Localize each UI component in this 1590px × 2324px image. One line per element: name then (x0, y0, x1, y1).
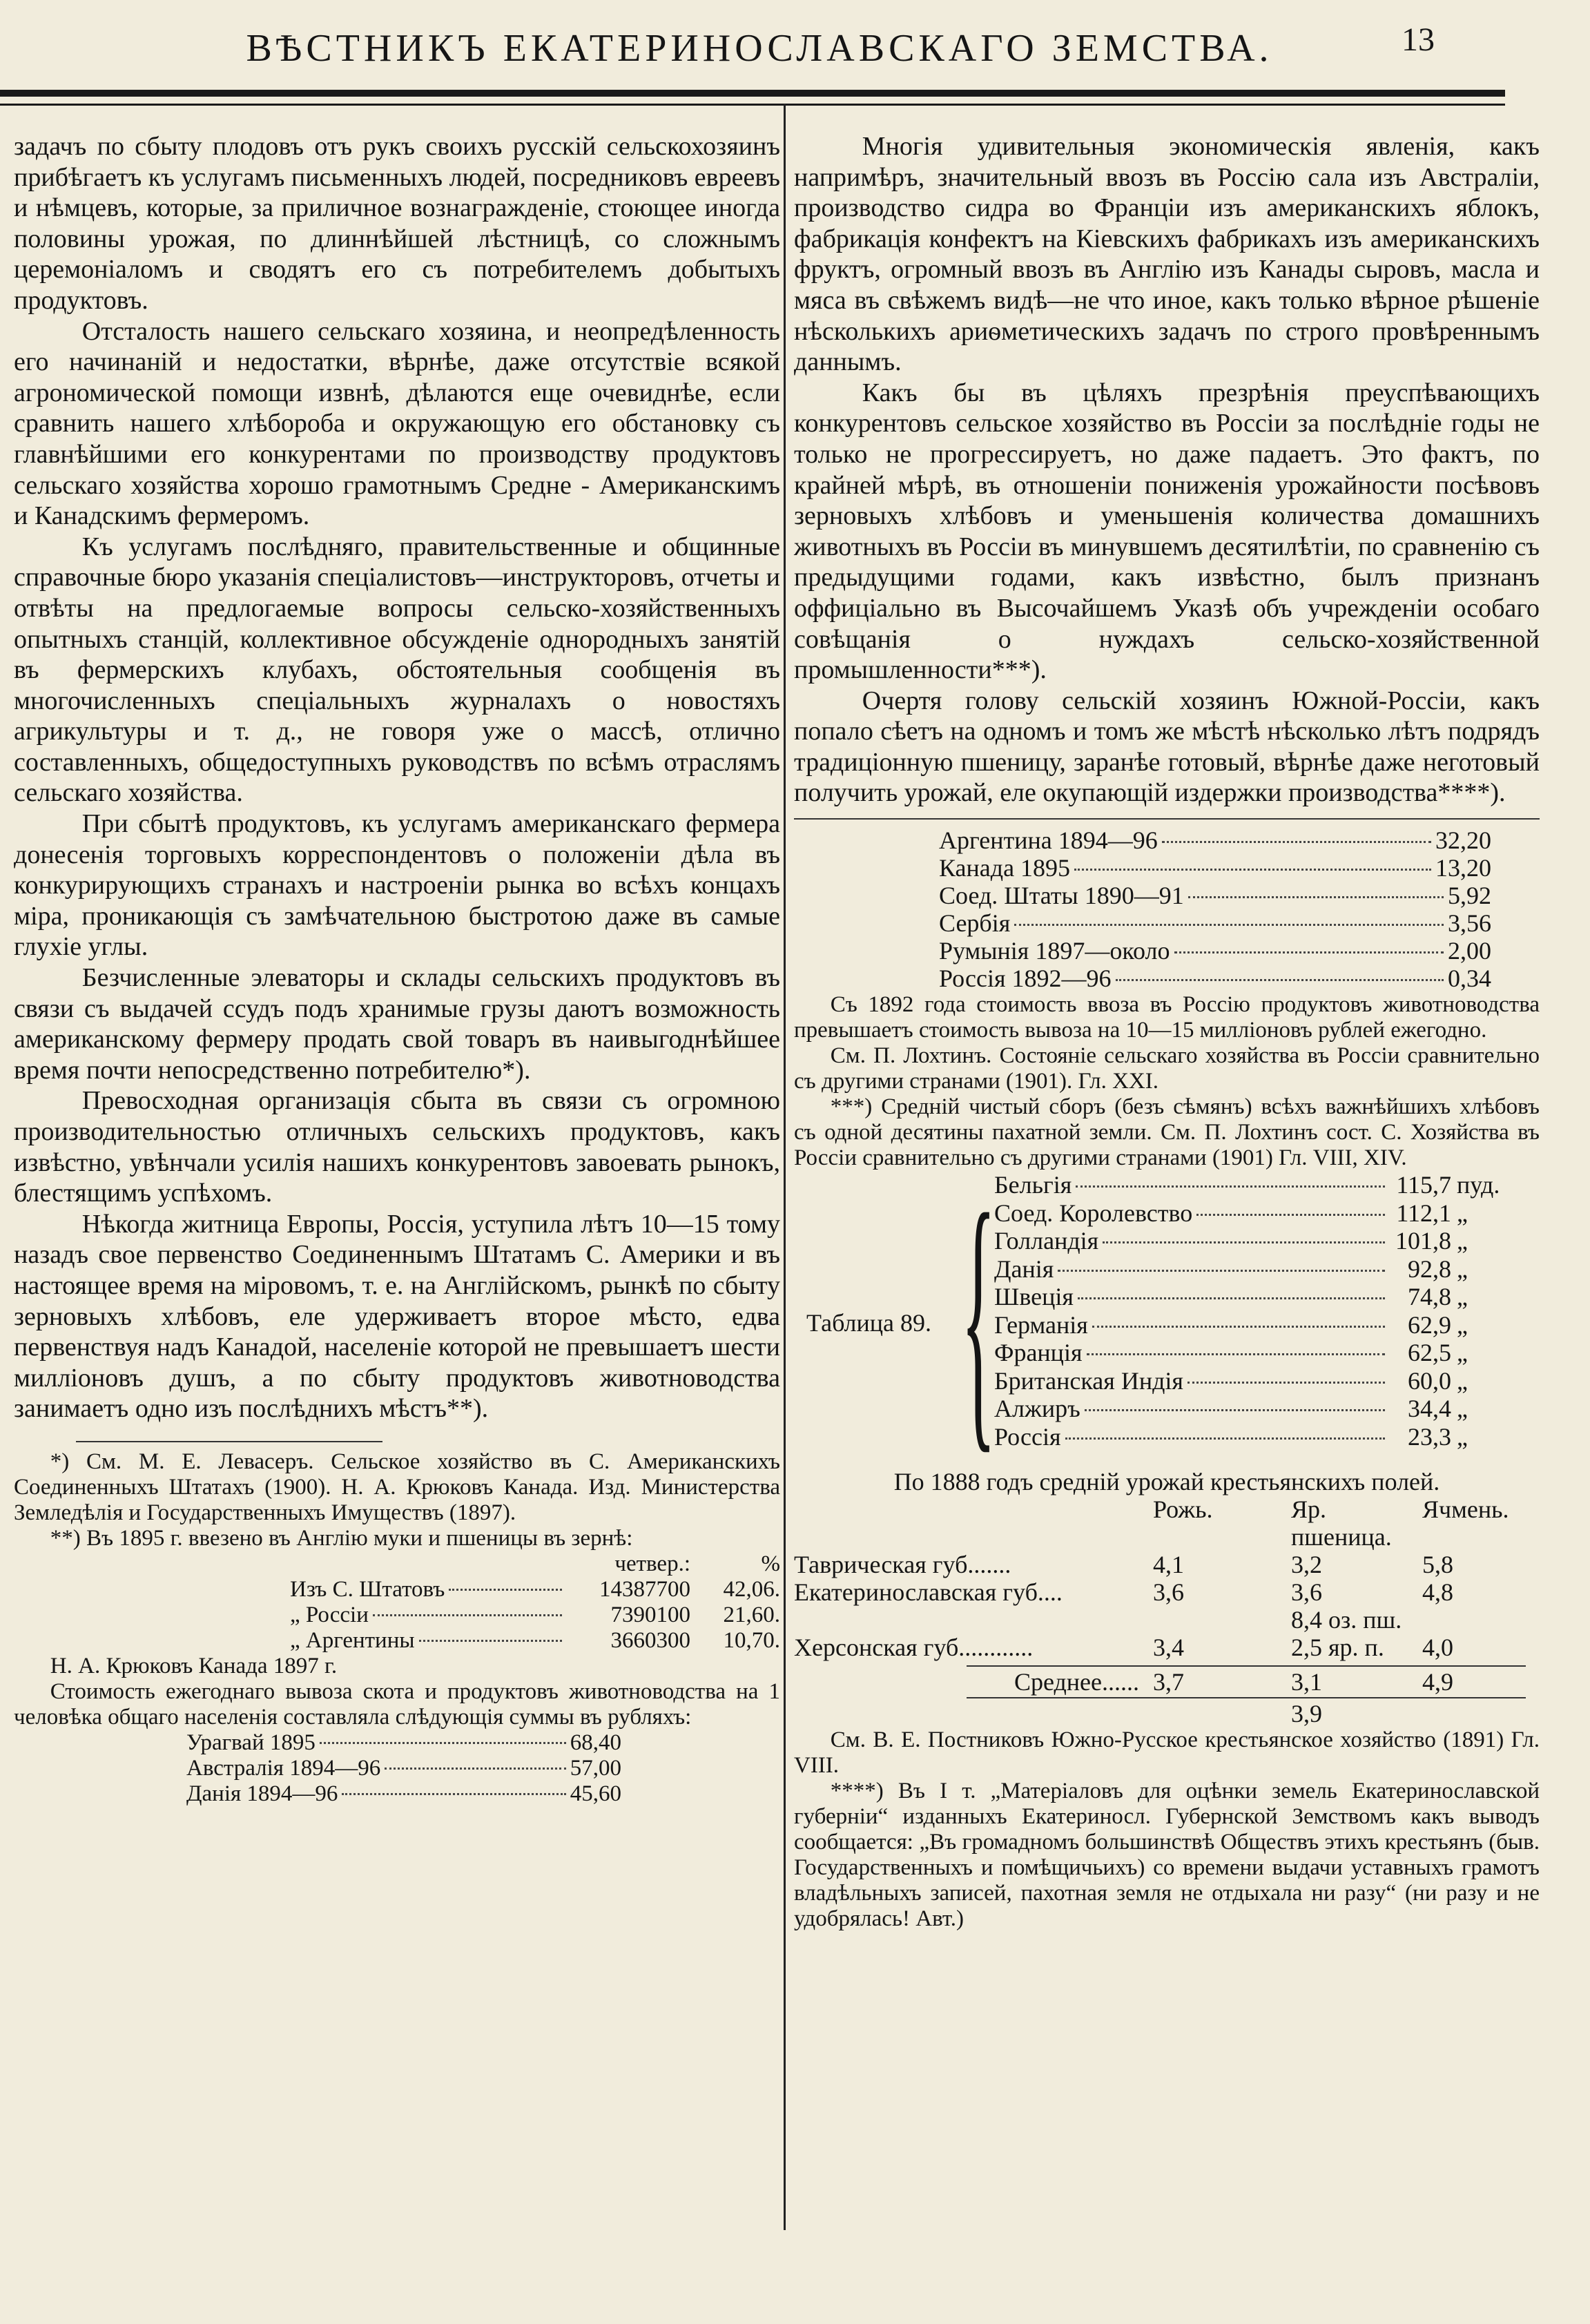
footnote-separator (76, 1441, 382, 1442)
paragraph: Превосходная организація сбыта въ связи съ огромною производительностью отличныхъ сельскихъ продуктовъ, какъ извѣстно, увѣнчали усилія нашихъ конкурентовъ завоевать рынокъ, блестящимъ успѣхомъ. (14, 1086, 780, 1208)
table-row (994, 1367, 1519, 1395)
table-row (14, 1602, 780, 1628)
leader-dots (1014, 924, 1444, 926)
footnotes-left (14, 1449, 780, 1807)
leader-dots (1196, 1214, 1385, 1216)
row-label: Аргентина 1894—96 (939, 826, 1158, 855)
footnotes-right (794, 826, 1540, 1932)
paragraph: задачъ по сбыту плодовъ отъ рукъ своихъ русскій сельскохозяинъ прибѣгаетъ къ услугамъ письменныхъ людей, посредниковъ евреевъ и нѣмцевъ, которые, за приличное вознагражденіе, стоющее иногда половины урожая, по длиннѣйшей лѣстницѣ, со сложнымъ церемоніаломъ и сводятъ его съ потребителемъ добытыхъ продуктовъ. (14, 132, 780, 315)
row-label: Австралія 1894—96 (186, 1755, 381, 1781)
row-wheat: 2,5 яр. п. (1291, 1634, 1384, 1662)
row-label: Бельгія (994, 1171, 1072, 1199)
row-value: 2,00 (1448, 937, 1491, 965)
paragraph: Отсталость нашего сельскаго хозяина, и неопредѣленность его начинаній и недостатки, вѣрнѣе, даже отсутствіе всякой агрономической помощи извнѣ, дѣлаются еще очевиднѣе, если сравнить нашего хлѣборобa и окружающую его обстановку съ главнѣйшими его конкурентами по производству продуктовъ сельскаго хозяйства хорошо грамотнымъ Средне - Американскимъ и Канадскимъ фермеромъ. (14, 316, 780, 531)
avg-barley: 4,9 (1422, 1668, 1453, 1696)
yield-table (794, 1468, 1540, 1727)
livestock-table-continued (794, 826, 1540, 992)
row-value: 101,8 (1395, 1227, 1451, 1255)
footnote: *) См. М. Е. Левасеръ. Сельское хозяйство въ С. Американскихъ Соединенныхъ Штатахъ (1900). Н. А. Крюковъ Канада. Изд. Министерства Земледѣлія и Государственныхъ Имуществъ (1897). (14, 1449, 780, 1525)
leader-dots (1092, 1326, 1385, 1328)
row-value: 62,9 (1408, 1310, 1451, 1339)
table-row (794, 1606, 1540, 1634)
imports-header-qty: четвер.: (614, 1551, 690, 1576)
footnote: См. П. Лохтинъ. Состояніе сельскаго хозяйства въ Россіи сравнительно съ другими странами (1901). Гл. XXI. (794, 1043, 1540, 1094)
col-header-wheat: Яр. пшеница. (1291, 1495, 1392, 1551)
row-label (794, 1606, 1153, 1634)
row-value: 74,8 (1408, 1283, 1451, 1311)
paragraph: Къ услугамъ послѣдняго, правительственные и общинные справочные бюро указанія спеціалистовъ—инструкторовъ, отчеты и отвѣты на предлогаемые вопросы сельско-хозяйственныхъ опытныхъ станцій, коллективное обсужденіе однородныхъ занятій въ фермерскихъ клубахъ, обстоятельныя сообщенія въ многочисленныхъ спеціальныхъ журналахъ о новостяхъ агрикультуры и т. д., не говоря уже о массѣ, отлично составленныхъ, общедоступныхъ руководствъ по всѣмъ отраслямъ сельскаго хозяйства. (14, 532, 780, 808)
table-row (994, 1255, 1519, 1284)
leader-dots (1087, 1353, 1385, 1355)
row-ditto: „ (1457, 1310, 1468, 1339)
right-column (794, 131, 1540, 1932)
table-row (794, 1551, 1540, 1578)
sum-rule (967, 1697, 1526, 1698)
table-row (994, 1423, 1519, 1451)
row-rye: 4,1 (1153, 1551, 1184, 1579)
table-caption: Таблица 89. (806, 1309, 931, 1337)
row-label: Франція (994, 1339, 1083, 1367)
row-qty: 14387700 (599, 1576, 690, 1602)
leader-dots (373, 1614, 562, 1616)
yield-header (794, 1495, 1540, 1551)
sum-rule (967, 1665, 1526, 1667)
imports-header-pct: % (761, 1551, 780, 1576)
leader-dots (1188, 896, 1444, 898)
table-row (794, 826, 1540, 854)
row-rye: 3,4 (1153, 1634, 1184, 1662)
avg-label: Среднее...... (1014, 1668, 1139, 1696)
table-row (794, 909, 1540, 937)
paragraph: Очертя голову сельскій хозяинъ Южной-Россіи, какъ попало сѣетъ на одномъ и томъ же мѣстѣ нѣсколько лѣтъ подрядъ традиціонную пшеницу, заранѣе готовый, вѣрнѣе даже неготовый получить урожай, еле окупающій издержки производства****). (794, 686, 1540, 808)
imports-table (14, 1551, 780, 1654)
row-label: Данія 1894—96 (186, 1781, 338, 1806)
table-row (794, 854, 1540, 882)
left-column (14, 131, 780, 1807)
leader-dots (419, 1640, 562, 1642)
yield-title: По 1888 годъ средній урожай крестьянскихъ полей. (893, 1468, 1440, 1496)
table-89-rows (994, 1171, 1519, 1451)
row-label: Швеція (994, 1283, 1074, 1311)
row-ditto: „ (1457, 1255, 1468, 1283)
row-label: Таврическая губ....... (794, 1551, 1011, 1579)
table-row (994, 1311, 1519, 1339)
paragraph: Какъ бы въ цѣляхъ презрѣнія преуспѣвающихъ конкурентовъ сельское хозяйство въ Россіи за послѣдніе годы не только не прогрессируетъ, но даже падаетъ. Это фактъ, по крайней мѣрѣ, въ отношеніи пониженія урожайности посѣвовъ зерновыхъ хлѣбовъ и уменьшенія количества домашнихъ животныхъ въ Россіи въ минувшемъ десятилѣтіи, по сравненію съ предыдущими годами, какъ извѣстно, былъ признанъ оффиціально въ Высочайшемъ Указѣ объ учрежденіи особаго совѣщанія о нуждахъ сельско-хозяйственной промышленности***). (794, 378, 1540, 685)
footnote: См. В. Е. Постниковъ Южно-Русское крестьянское хозяйство (1891) Гл. VIII. (794, 1727, 1540, 1779)
row-value: 115,7 (1396, 1171, 1451, 1199)
row-label: Данія (994, 1255, 1054, 1283)
row-label: „ Аргентины (290, 1627, 415, 1653)
row-label: Соед. Штаты 1890—91 (939, 882, 1184, 910)
row-ditto: „ (1457, 1339, 1468, 1367)
row-qty: 3660300 (610, 1627, 690, 1653)
row-value: 5,92 (1448, 882, 1491, 910)
row-value: 3,56 (1448, 909, 1491, 938)
row-value: 0,34 (1448, 965, 1491, 993)
paragraph: При сбытѣ продуктовъ, къ услугамъ американскаго фермера донесенія торговыхъ корреспондентовъ о положеніи дѣла въ конкурирующихъ странахъ и настроеніи рынка во всѣхъ концахъ міра, проникающія съ замѣчательною быстротою даже въ самые глухіе углы. (14, 809, 780, 962)
col-header-barley: Ячмень. (1422, 1495, 1509, 1524)
imports-header (14, 1551, 780, 1577)
footnote-source: Н. А. Крюковъ Канада 1897 г. (50, 1653, 338, 1678)
row-value: 57,00 (570, 1755, 621, 1781)
row-label: Британская Индія (994, 1366, 1183, 1395)
row-label: Россія 1892—96 (939, 965, 1112, 993)
row-value: 13,20 (1435, 854, 1491, 882)
avg-wheat: 3,1 (1291, 1668, 1322, 1696)
row-label: Алжиръ (994, 1395, 1080, 1423)
row-value: 92,8 (1408, 1255, 1451, 1283)
row-wheat: 8,4 оз. пш. (1291, 1606, 1402, 1634)
table-89 (794, 1155, 1540, 1477)
leader-dots (1103, 1241, 1385, 1243)
paragraph: Многія удивительныя экономическія явленія, какъ напримѣръ, значительный ввозъ въ Россію сала изъ Австраліи, производство сидра во Франціи изъ американскихъ яблокъ, фабрикація конфектъ на Кіевскихъ фабрикахъ изъ американскихъ фруктъ, огромный ввозъ въ Англію изъ Канады сыровъ, масла и мяса въ свѣжемъ видѣ—не что иное, какъ только вѣрное рѣшеніе нѣсколькихъ ариѳметическихъ задачъ по строго провѣреннымъ даннымъ. (794, 132, 1540, 377)
row-label: Изъ С. Штатовъ (290, 1576, 445, 1602)
leader-dots (1078, 1297, 1385, 1299)
table-row (14, 1730, 780, 1756)
col-header-rye: Рожь. (1153, 1495, 1213, 1524)
row-ditto: „ (1457, 1227, 1468, 1255)
table-row (994, 1171, 1519, 1199)
column-divider (784, 104, 786, 2230)
table-row (794, 937, 1540, 965)
footnote: ***) Средній чистый сборъ (безъ сѣмянъ) всѣхъ важнѣйшихъ хлѣбовъ съ одной десятины пахатной земли. См. П. Лохтинъ сост. С. Хозяйства въ Россіи сравнительно съ другими странами (1901) Гл. VIII, XIV. (794, 1094, 1540, 1171)
row-ditto: „ (1457, 1283, 1468, 1311)
row-value: 45,60 (570, 1781, 621, 1806)
row-wheat: 3,2 (1291, 1551, 1322, 1579)
row-wheat: 3,6 (1291, 1578, 1322, 1607)
overall-average: 3,9 (1291, 1700, 1322, 1728)
row-rye: 3,6 (1153, 1578, 1184, 1607)
livestock-table (14, 1730, 780, 1807)
leader-dots (385, 1768, 566, 1770)
row-value: 62,5 (1408, 1339, 1451, 1367)
row-label: Соед. Королевство (994, 1199, 1193, 1227)
page-number: 13 (1402, 21, 1435, 58)
journal-title: ВѢСТНИКЪ ЕКАТЕРИНОСЛАВСКАГО ЗЕМСТВА. (246, 27, 1273, 70)
table-row (794, 1634, 1540, 1661)
row-label: Германія (994, 1310, 1088, 1339)
table-row (14, 1577, 780, 1602)
leader-dots (1116, 979, 1444, 981)
paragraph: Нѣкогда житница Европы, Россія, уступила лѣтъ 10—15 тому назадъ свое первенство Соединеннымъ Штатамъ С. Америки и въ настоящее время на міровомъ, т. е. на Англійскомъ, рынкѣ по сбыту зерновыхъ хлѣбовъ, еле удерживаетъ второе мѣсто, едва первенствуя надъ Канадой, населеніе которой не превышаетъ шести милліоновъ душъ, а по сбыту продуктовъ животноводства занимаетъ одно изъ послѣднихъ мѣстъ**). (14, 1209, 780, 1424)
leader-dots (1187, 1382, 1385, 1384)
row-ditto: „ (1457, 1366, 1468, 1395)
leader-dots (320, 1742, 566, 1744)
row-label: Урагвай 1895 (186, 1730, 316, 1755)
row-ditto: „ (1457, 1395, 1468, 1423)
yield-average-row (794, 1668, 1540, 1696)
row-ditto: „ (1457, 1422, 1468, 1451)
leader-dots (1065, 1437, 1385, 1440)
row-value: 60,0 (1408, 1366, 1451, 1395)
row-label: Россія (994, 1422, 1061, 1451)
leader-dots (1058, 1270, 1385, 1272)
footnote: **) Въ 1895 г. ввезено въ Англію муки и пшеницы въ зернѣ: (50, 1525, 633, 1551)
table-row (994, 1227, 1519, 1255)
table-row (14, 1781, 780, 1807)
row-label: Канада 1895 (939, 854, 1071, 882)
row-label: Сербія (939, 909, 1011, 938)
footnote: Съ 1892 года стоимость ввоза въ Россію продуктовъ животноводства превышаетъ стоимость вывоза на 10—15 милліоновъ рублей ежегодно. (794, 992, 1540, 1043)
header-rule-thin (0, 104, 1505, 106)
row-label: „ Россіи (290, 1602, 369, 1627)
table-row (794, 1578, 1540, 1606)
leader-dots (342, 1793, 565, 1795)
row-value: 68,40 (570, 1730, 621, 1755)
table-row (994, 1199, 1519, 1228)
leader-dots (1162, 841, 1431, 843)
row-pct: 21,60. (723, 1602, 780, 1627)
header-rule-thick (0, 90, 1505, 97)
row-value: 23,3 (1408, 1422, 1451, 1451)
row-value: 112,1 (1396, 1199, 1451, 1227)
row-value: 34,4 (1408, 1395, 1451, 1423)
yield-below-row (794, 1700, 1540, 1727)
leader-dots (1074, 869, 1431, 871)
leader-dots (1174, 951, 1444, 953)
table-row (14, 1756, 780, 1781)
footnote: Стоимость ежегоднаго вывоза скота и продуктовъ животноводства на 1 человѣка общаго населенія составляла слѣдующія суммы въ рубляхъ: (14, 1678, 780, 1730)
row-barley: 4,0 (1422, 1634, 1453, 1662)
row-rye (1153, 1606, 1291, 1634)
row-barley: 5,8 (1422, 1551, 1453, 1579)
row-pct: 10,70. (723, 1627, 780, 1653)
avg-rye: 3,7 (1153, 1668, 1184, 1696)
row-label: Херсонская губ............ (794, 1634, 1034, 1662)
leader-dots (1076, 1185, 1385, 1188)
row-label: Румынія 1897—около (939, 937, 1170, 965)
row-barley (1422, 1606, 1540, 1634)
row-unit: пуд. (1457, 1171, 1500, 1199)
table-row (794, 965, 1540, 992)
row-label: Голландія (994, 1227, 1099, 1255)
table-row (994, 1283, 1519, 1311)
table-row (994, 1339, 1519, 1367)
brace-icon: { (961, 1155, 996, 1477)
table-row (994, 1395, 1519, 1423)
row-label: Екатеринославская губ.... (794, 1578, 1063, 1607)
table-row (14, 1628, 780, 1654)
footnote-separator (794, 818, 1540, 820)
row-barley: 4,8 (1422, 1578, 1453, 1607)
row-value: 32,20 (1435, 826, 1491, 855)
table-row (794, 882, 1540, 909)
row-qty: 7390100 (610, 1602, 690, 1627)
paragraph: Безчисленные элеваторы и склады сельскихъ продуктовъ въ связи съ выдачей ссудъ подъ хранимые грузы даютъ возможность американскому фермеру продать свой товаръ въ наивыгоднѣйшее время почти непосредственно потребителю*). (14, 963, 780, 1085)
row-ditto: „ (1457, 1199, 1468, 1227)
leader-dots (449, 1589, 562, 1591)
footnote: ****) Въ I т. „Матеріаловъ для оцѣнки земель Екатеринославской губерніи“ изданныхъ Екатериносл. Губернской Земствомъ какъ выводъ сообщается: „Въ громадномъ большинствѣ Обществъ этихъ крестьянъ (быв. Государственныхъ и помѣщичьихъ) со времени выдачи уставныхъ грамотъ владѣльныхъ записей, пахотная земля не отдыхала ни разу“ (ни разу и не удобрялась! Авт.) (794, 1779, 1540, 1932)
row-pct: 42,06. (723, 1576, 780, 1602)
leader-dots (1085, 1409, 1385, 1411)
